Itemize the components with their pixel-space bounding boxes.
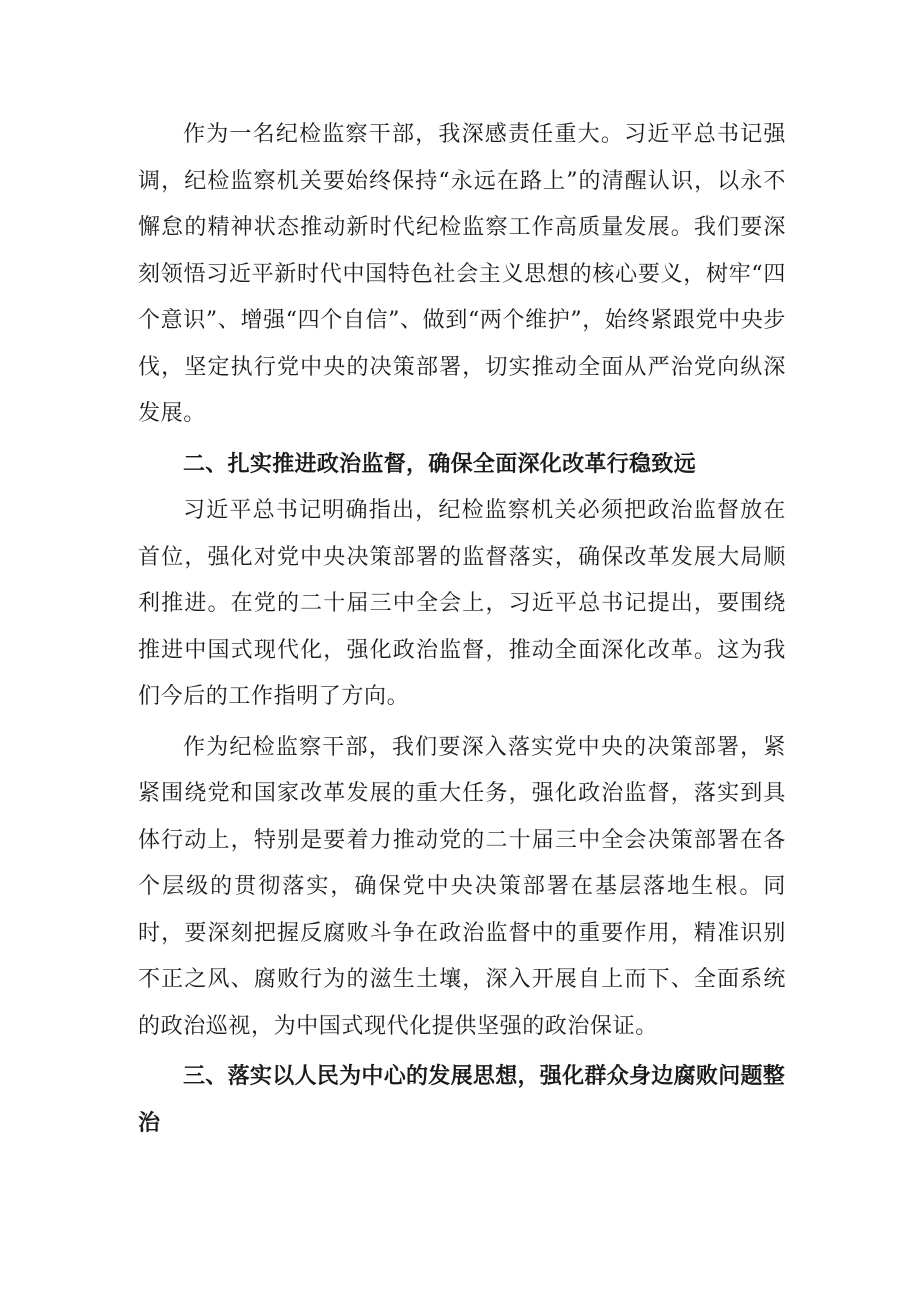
section-heading-people-centered: 三、落实以人民为中心的发展思想，强化群众身边腐败问题整治 [138,1064,786,1136]
document-body [138,112,786,1147]
paragraph-political-supervision-directive: 习近平总书记明确指出，纪检监察机关必须把政治监督放在首位，强化对党中央决策部署的监督落实，确保改革发展大局顺利推进。在党的二十届三中全会上，习近平总书记提出，要围绕推进中国式现代化，强化政治监督，推动全面深化改革。这为我们今后的工作指明了方向。 [138,498,786,709]
paragraph-responsibility: 作为一名纪检监察干部，我深感责任重大。习近平总书记强调，纪检监察机关要始终保持“永远在路上”的清醒认识，以永不懈怠的精神状态推动新时代纪检监察工作高质量发展。我们要深刻领悟习近平新时代中国特色社会主义思想的核心要义，树牢“四个意识”、增强“四个自信”、做到“两个维护”，始终紧跟党中央步伐，坚定执行党中央的决策部署，切实推动全面从严治党向纵深发展。 [138,122,786,426]
section-heading-political-supervision: 二、扎实推进政治监督，确保全面深化改革行稳致远 [183,451,696,477]
paragraph-supervision-implementation: 作为纪检监察干部，我们要深入落实党中央的决策部署，紧紧围绕党和国家改革发展的重大任务，强化政治监督，落实到具体行动上，特别是要着力推动党的二十届三中全会决策部署在各个层级的贯彻落实，确保党中央决策部署在基层落地生根。同时，要深刻把握反腐败斗争在政治监督中的重要作用，精准识别不正之风、腐败行为的滋生土壤，深入开展自上而下、全面系统的政治巡视，为中国式现代化提供坚强的政治保证。 [138,734,786,1039]
